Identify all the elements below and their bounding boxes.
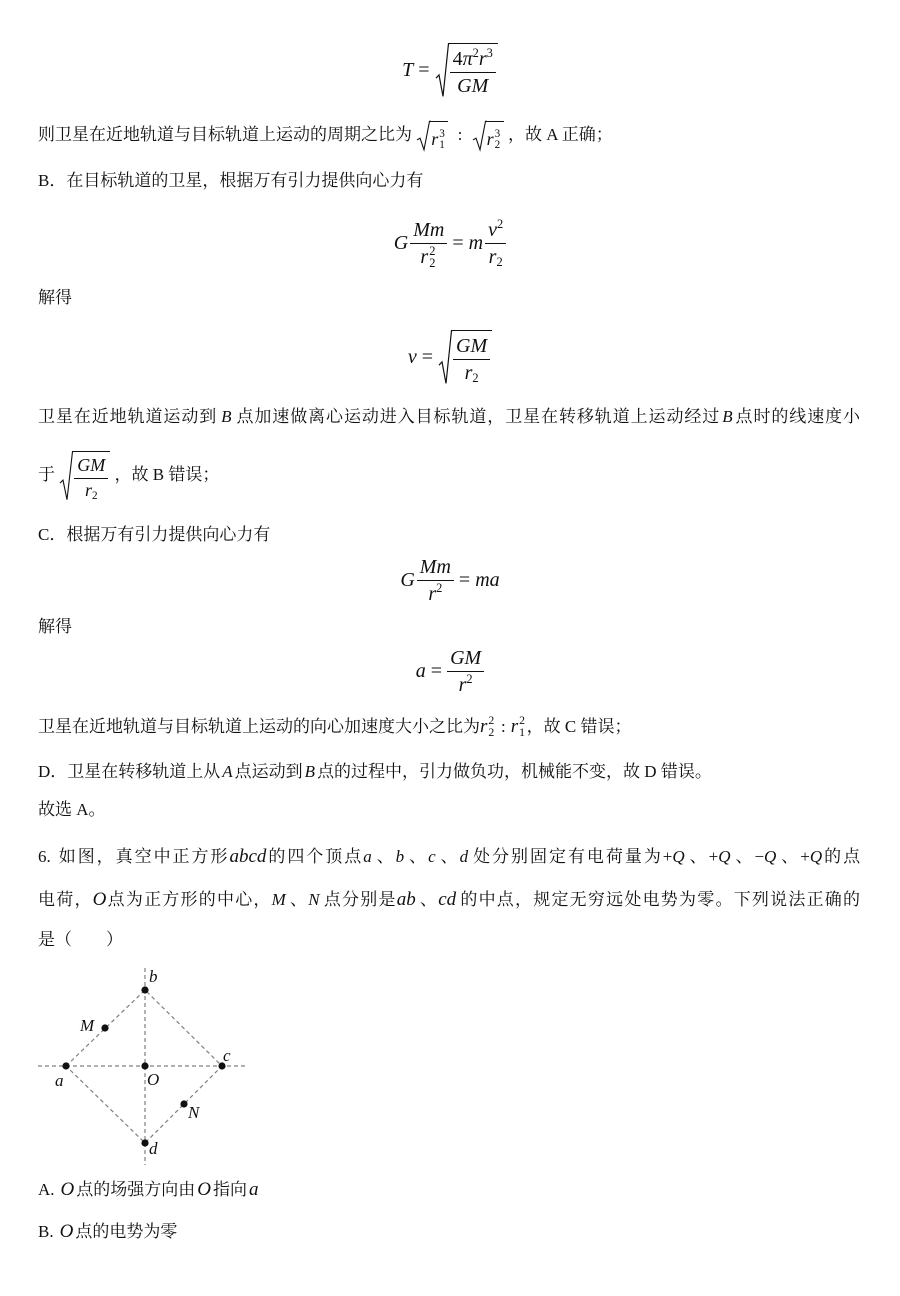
center-point: O <box>92 889 107 910</box>
square-root <box>435 43 498 98</box>
radius-symbol: r <box>84 479 92 500</box>
option-text: 点的电势为零 <box>75 1222 178 1241</box>
equals-sign: = <box>418 59 430 81</box>
subscript: 2 <box>494 139 501 152</box>
subscript: 2 <box>429 256 436 271</box>
subscript: 2 <box>488 725 495 739</box>
vertex-b: b <box>395 847 405 866</box>
point-o: O <box>197 1179 211 1200</box>
radical-sign-icon <box>472 121 486 151</box>
fraction <box>453 334 490 385</box>
denominator <box>447 671 484 697</box>
stem-mid-2: 处分别固定有电荷量为 <box>471 847 663 866</box>
period-ratio-lead: 则卫星在近地轨道与目标轨道上运动的周期之比为 <box>38 125 412 144</box>
option-text: 指向 <box>213 1180 247 1199</box>
subscript: 2 <box>472 371 479 386</box>
side-ab: ab <box>396 889 416 910</box>
root-r1-cubed <box>416 121 448 151</box>
conclusion: 故选 A。 <box>38 800 106 819</box>
separator: 、 <box>779 847 801 866</box>
point-m: M <box>271 890 286 909</box>
question-6-stem-line-3: 是（ ） <box>38 930 123 949</box>
mass-product: Mm <box>419 555 451 578</box>
sub-sup <box>518 713 527 739</box>
gravity-formula-b <box>0 214 900 272</box>
charge-symbol: Q <box>764 847 777 866</box>
ratio-colon: : <box>457 125 463 144</box>
equals-sign: = <box>452 232 464 254</box>
radius-symbol: r <box>510 716 519 737</box>
point-b-dot <box>141 986 148 993</box>
subscript: 1 <box>519 725 525 739</box>
exponent: 3 <box>439 128 445 141</box>
reason-lead: 于 <box>38 465 55 484</box>
acceleration-ratio-line <box>38 711 631 743</box>
solve-label: 解得 <box>38 617 72 636</box>
numerator <box>417 555 454 580</box>
sub-sup <box>428 243 437 271</box>
option-b-intro: B．在目标轨道的卫星，根据万有引力提供向心力有 <box>38 171 424 190</box>
option-letter: B. <box>38 1222 54 1241</box>
radicand <box>451 330 492 385</box>
stem-mid: 的四个顶点 <box>266 847 364 866</box>
side-cd: cd <box>438 889 457 910</box>
subscript: 2 <box>496 255 503 270</box>
denominator <box>74 478 108 502</box>
vertex-a: a <box>363 847 372 866</box>
separator: 、 <box>687 847 709 866</box>
point-o: O <box>59 1221 74 1242</box>
exponent: 2 <box>488 713 495 727</box>
radical-sign-icon <box>416 121 430 151</box>
label-n: N <box>188 1103 200 1122</box>
sub-sup <box>494 128 502 152</box>
point-b: B <box>221 407 232 426</box>
fraction <box>447 646 484 697</box>
radius-symbol: r <box>420 245 429 268</box>
numerator <box>447 646 484 671</box>
exponent: 2 <box>466 672 473 687</box>
label-c: c <box>223 1046 231 1065</box>
exponent: 2 <box>472 46 479 61</box>
radius-symbol: r <box>480 716 488 737</box>
square-root <box>59 451 110 501</box>
square-name: abcd <box>229 846 267 867</box>
numerator <box>450 47 496 72</box>
radicand <box>429 121 448 151</box>
label-d: d <box>149 1139 158 1158</box>
option-b-reason-line-1 <box>38 405 860 429</box>
point-n-dot <box>180 1100 187 1107</box>
charge-sign: + <box>662 847 673 866</box>
gm-symbol: GM <box>456 334 488 357</box>
exponent: 3 <box>486 46 493 61</box>
fraction <box>450 47 496 98</box>
radius-symbol: r <box>431 129 439 150</box>
separator: 、 <box>438 847 460 866</box>
reason-lead: 卫星在近地轨道运动到 <box>38 407 218 426</box>
label-a: a <box>55 1071 64 1090</box>
stem-lead: 如图，真空中正方形 <box>56 847 230 866</box>
option-a <box>38 1176 259 1204</box>
coefficient: 4 <box>452 47 463 70</box>
fraction <box>485 218 506 269</box>
sub-sup <box>487 713 496 739</box>
point-a-dot <box>62 1062 69 1069</box>
mass-product: Mm <box>413 218 445 241</box>
sub-sup <box>438 128 446 152</box>
square-root <box>438 330 492 385</box>
velocity-formula <box>0 326 900 388</box>
mass-symbol: m <box>468 232 484 254</box>
solve-label: 解得 <box>38 288 72 307</box>
question-6-stem-line-1 <box>38 843 860 871</box>
option-letter: A. <box>38 1180 55 1199</box>
denominator <box>417 580 454 606</box>
force-product: ma <box>475 569 500 591</box>
radical-sign-icon <box>59 451 73 501</box>
label-o: O <box>147 1070 160 1089</box>
point-a: A <box>222 762 233 781</box>
radius-symbol: r <box>458 673 467 696</box>
radius-symbol: r <box>478 47 487 70</box>
option-b <box>38 1218 177 1246</box>
reason-mid: 点加速做离心运动进入目标轨道，卫星在转移轨道上运动经过 <box>235 407 721 426</box>
separator: 、 <box>374 847 396 866</box>
charge-symbol: Q <box>718 847 731 866</box>
acceleration-formula <box>0 645 900 697</box>
stem-tail: 的中点，规定无穷远处电势为零。下列说法正确的 <box>459 890 861 909</box>
separator: 、 <box>407 847 429 866</box>
option-d-tail: 点的过程中，引力做负功，机械能不变，故 D 错误。 <box>317 762 712 781</box>
stem-mid: 点为正方形的中心， <box>106 890 272 909</box>
charge-symbol: Q <box>809 847 823 866</box>
radius-symbol: r <box>464 361 473 384</box>
radicand <box>72 451 110 501</box>
numerator <box>74 455 108 478</box>
gravity-formula-c <box>0 553 900 607</box>
reason-tail: ，故 B 错误； <box>114 465 220 484</box>
stem-lead: 电荷， <box>38 890 93 909</box>
separator: 、 <box>733 847 755 866</box>
denominator <box>485 243 506 269</box>
root-r2-cubed <box>472 121 504 151</box>
denominator <box>450 72 496 98</box>
radius-symbol: r <box>486 129 494 150</box>
label-m: M <box>80 1016 95 1035</box>
radius-symbol: r <box>488 245 497 268</box>
exponent: 2 <box>519 713 525 727</box>
fraction <box>417 555 454 606</box>
separator: 、 <box>418 890 439 909</box>
subscript: 1 <box>439 139 445 152</box>
numerator <box>453 334 490 359</box>
option-d-line <box>38 760 712 784</box>
fraction <box>410 218 447 269</box>
gm-symbol: GM <box>450 646 482 669</box>
subscript: 2 <box>91 489 98 502</box>
label-b: b <box>149 967 158 986</box>
ratio-colon: : <box>500 717 506 736</box>
radius-symbol: r <box>428 582 437 605</box>
radical-sign-icon <box>438 330 452 385</box>
radical-sign-icon <box>435 43 449 98</box>
velocity-symbol: v <box>488 218 497 241</box>
denominator <box>410 243 447 269</box>
gm-symbol: GM <box>457 74 489 97</box>
question-6-stem-line-2 <box>38 886 860 914</box>
gravity-constant: G <box>393 232 409 254</box>
option-c-intro: C．根据万有引力提供向心力有 <box>38 525 271 544</box>
stem-tail: 的点 <box>822 847 861 866</box>
option-text: 点的场强方向由 <box>76 1180 196 1199</box>
point-d-dot <box>141 1139 148 1146</box>
point-n: N <box>308 890 320 909</box>
exponent: 2 <box>496 217 504 232</box>
period-symbol: T <box>402 59 414 81</box>
equals-sign: = <box>458 569 471 591</box>
exponent: 2 <box>436 581 443 596</box>
exponent: 3 <box>494 128 501 141</box>
equals-sign: = <box>421 346 434 368</box>
point-a: a <box>249 1179 259 1200</box>
numerator <box>410 218 447 243</box>
pi-symbol: π <box>462 47 473 70</box>
vertex-c: c <box>428 847 436 866</box>
denominator <box>453 359 490 385</box>
option-b-reason-line-2 <box>38 447 219 503</box>
radicand <box>485 121 504 151</box>
gravity-constant: G <box>400 569 415 591</box>
radicand <box>448 43 498 98</box>
period-formula <box>0 38 900 102</box>
acceleration-symbol: a <box>415 660 426 682</box>
charge-sign: − <box>754 847 765 866</box>
stem-mid-2: 点分别是 <box>322 890 397 909</box>
numerator <box>485 218 506 243</box>
option-d-mid: 点运动到 <box>234 762 303 781</box>
equals-sign: = <box>430 660 443 682</box>
fraction <box>74 455 108 501</box>
vertex-d: d <box>459 847 469 866</box>
question-number: 6. <box>38 847 51 866</box>
velocity-symbol: v <box>407 346 417 368</box>
ratio-lead: 卫星在近地轨道与目标轨道上运动的向心加速度大小之比为 <box>38 717 480 736</box>
gm-symbol: GM <box>77 455 106 475</box>
square-charge-diagram <box>30 960 260 1175</box>
point-b: B <box>722 407 733 426</box>
charge-symbol: Q <box>672 847 685 866</box>
charge-sign: + <box>800 847 810 866</box>
point-m-dot <box>101 1024 108 1031</box>
point-b: B <box>304 762 316 781</box>
option-d-lead: D．卫星在转移轨道上从 <box>38 762 221 781</box>
separator: 、 <box>288 890 309 909</box>
exponent: 2 <box>429 243 436 258</box>
period-ratio-line <box>38 116 613 154</box>
period-ratio-tail: ，故 A 正确； <box>507 125 613 144</box>
point-o-dot <box>141 1062 148 1069</box>
charge-sign: + <box>708 847 719 866</box>
reason-tail: 点时的线速度小 <box>734 407 861 426</box>
point-o: O <box>60 1179 75 1200</box>
ratio-tail: ，故 C 错误； <box>526 717 632 736</box>
